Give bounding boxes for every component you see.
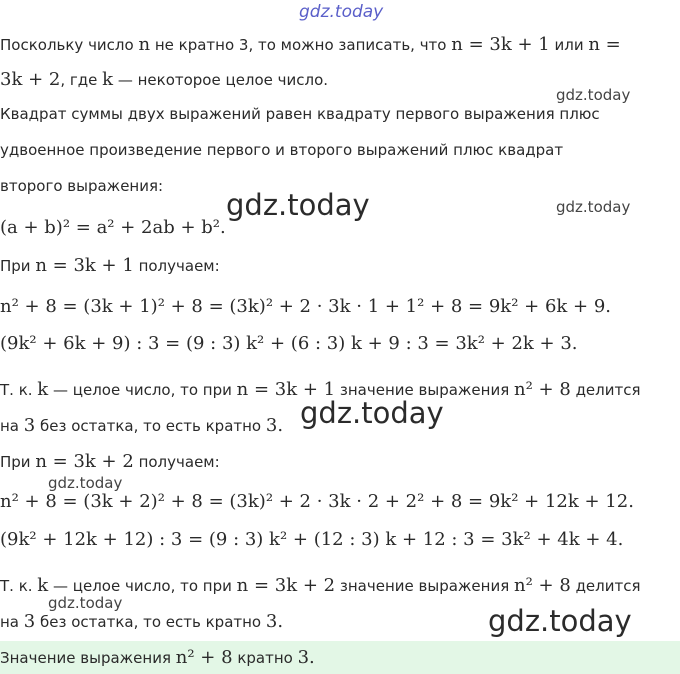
watermark-small: gdz.today — [556, 198, 631, 216]
watermark-large: gdz.today — [226, 188, 370, 222]
text-line-3: Квадрат суммы двух выражений равен квадрату первого выражения плюс — [0, 105, 600, 123]
text-line-15: Т. к. k — целое число, то при n = 3k + 2 значение выражения n² + 8 делится — [0, 575, 641, 596]
formula-square-sum: (a + b)² = a² + 2ab + b². — [0, 217, 226, 238]
watermark-small: gdz.today — [556, 86, 631, 104]
text-line-2: 3k + 2, где k — некоторое целое число. — [0, 69, 329, 90]
text-line-16: на 3 без остатка, то есть кратно 3. — [0, 611, 284, 632]
text-line-11: на 3 без остатка, то есть кратно 3. — [0, 415, 284, 436]
watermark-top: gdz.today — [299, 2, 384, 22]
watermark-large: gdz.today — [488, 604, 632, 638]
watermark-large: gdz.today — [300, 396, 444, 430]
answer-line: Значение выражения n² + 8 кратно 3. — [0, 647, 315, 668]
text-line-12: При n = 3k + 2 получаем: — [0, 451, 220, 472]
text-line-4: удвоенное произведение первого и второго выражений плюс квадрат — [0, 141, 564, 159]
formula-case1-square: n² + 8 = (3k + 1)² + 8 = (3k)² + 2 · 3k · 1 + 1² + 8 = 9k² + 6k + 9. — [0, 296, 612, 317]
text-line-5: второго выражения: — [0, 177, 164, 195]
watermark-small: gdz.today — [48, 474, 123, 492]
text-line-7: При n = 3k + 1 получаем: — [0, 255, 220, 276]
formula-case2-square: n² + 8 = (3k + 2)² + 8 = (3k)² + 2 · 3k · 2 + 2² + 8 = 9k² + 12k + 12. — [0, 491, 634, 512]
text-line-1: Поскольку число n не кратно 3, то можно записать, что n = 3k + 1 или n = — [0, 34, 621, 55]
watermark-small: gdz.today — [48, 594, 123, 612]
formula-case2-division: (9k² + 12k + 12) : 3 = (9 : 3) k² + (12 : 3) k + 12 : 3 = 3k² + 4k + 4. — [0, 529, 624, 550]
formula-case1-division: (9k² + 6k + 9) : 3 = (9 : 3) k² + (6 : 3) k + 9 : 3 = 3k² + 2k + 3. — [0, 333, 578, 354]
text-line-10: Т. к. k — целое число, то при n = 3k + 1 значение выражения n² + 8 делится — [0, 379, 641, 400]
